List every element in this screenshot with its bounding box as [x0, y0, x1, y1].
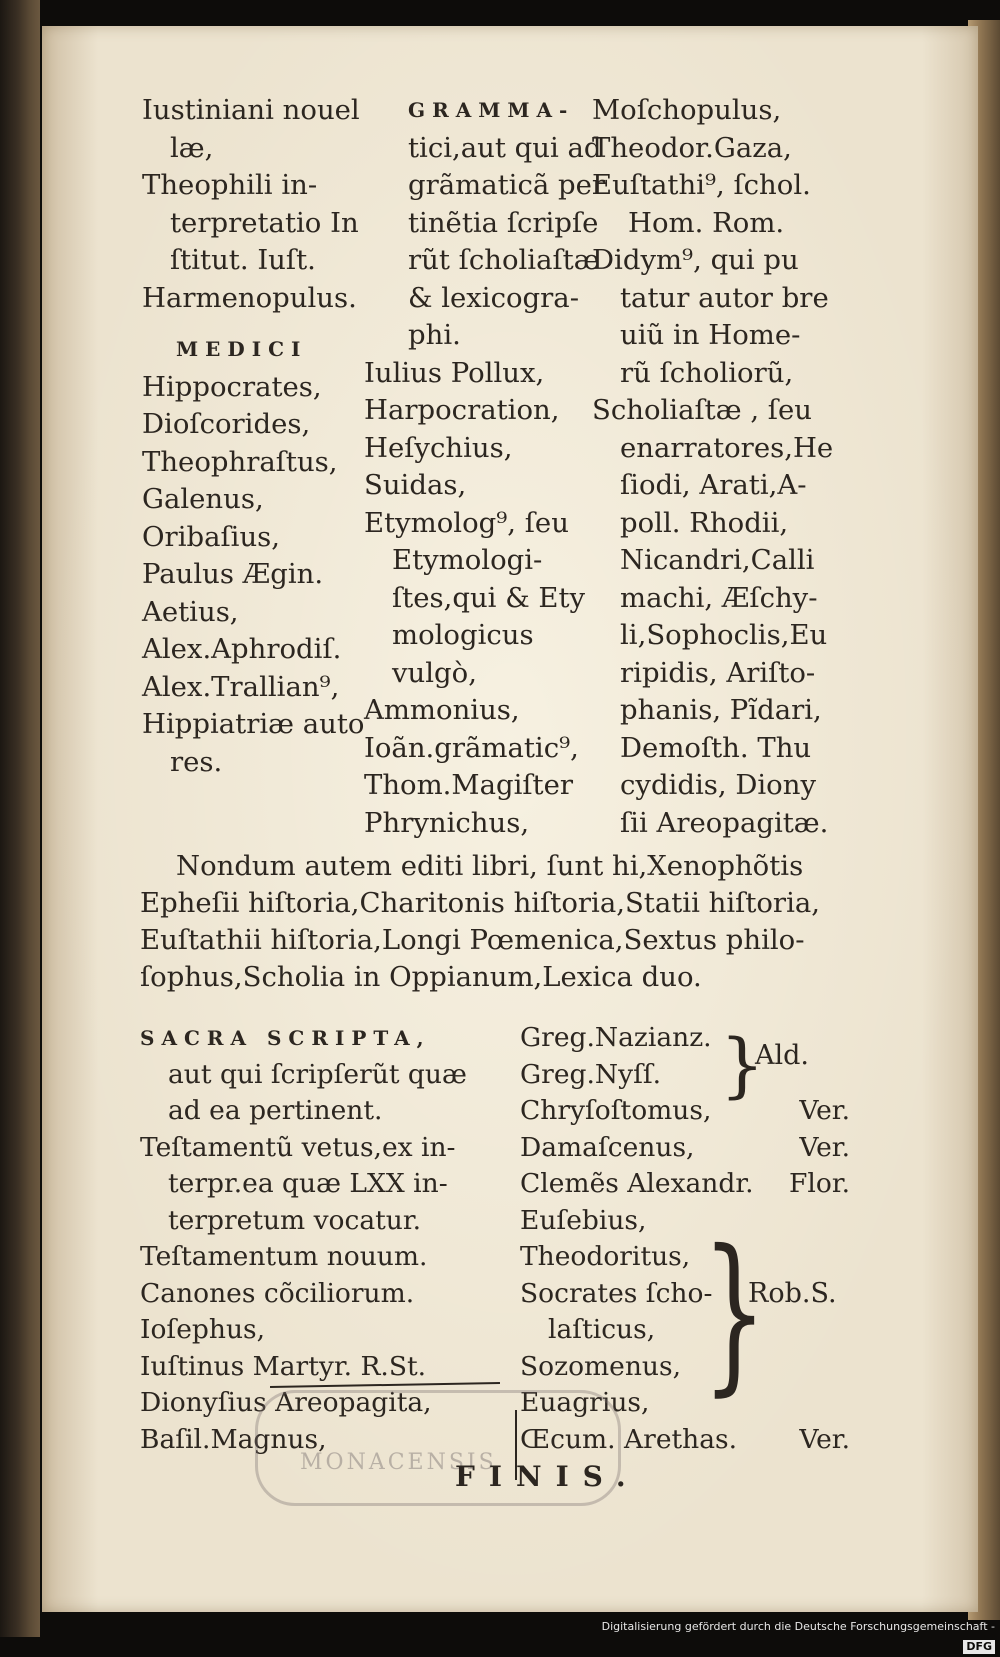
- brace-icon: }: [720, 1024, 765, 1106]
- author-name: Clemẽs Alexandr.: [520, 1168, 754, 1199]
- text-line: Teſtamentũ vetus,ex in-: [140, 1131, 456, 1163]
- column-grammatici: [364, 92, 606, 842]
- text-line: enarratores,He: [620, 431, 834, 464]
- text-line: ſtitut. Iuſt.: [170, 244, 316, 276]
- author-name: Euagrius,: [520, 1387, 650, 1418]
- section-heading-grammatici: GRAMMA-: [408, 98, 575, 122]
- text-line: Harmenopulus.: [142, 281, 357, 314]
- list-item: [520, 1349, 850, 1386]
- brace-icon: }: [702, 1214, 767, 1412]
- text-line: Heſychius,: [364, 431, 513, 464]
- list-item: [520, 1093, 850, 1130]
- text-line: Theophili in-: [142, 169, 318, 201]
- footer-text: Digitalisierung gefördert durch die Deutsche Forschungsgemeinschaft -: [601, 1620, 995, 1633]
- text-line: læ,: [170, 131, 214, 164]
- author-name: Theodoritus,: [520, 1241, 691, 1272]
- author-name: Damaſcenus,: [520, 1131, 695, 1163]
- list-item: [520, 1203, 850, 1240]
- text-line: terpretum vocatur.: [168, 1204, 422, 1236]
- edition-mark: Ver.: [799, 1131, 850, 1163]
- text-line: Harpocration,: [364, 394, 560, 426]
- text-line: Ioãn.grãmatic⁹,: [364, 731, 579, 764]
- text-line: ſophus,Scholia in Oppianum,Lexica duo.: [140, 961, 702, 993]
- text-line: ſii Areopagitæ.: [620, 806, 829, 839]
- text-line: terpretatio In: [170, 206, 359, 239]
- dfg-logo-badge: DFG: [963, 1640, 995, 1654]
- text-line: Etymologi-: [392, 544, 543, 576]
- text-line: mologicus: [392, 619, 534, 651]
- book-binding: [0, 0, 40, 1637]
- text-line: vulgò,: [392, 656, 477, 689]
- edition-mark: Flor.: [789, 1168, 850, 1199]
- text-line: Etymolog⁹, ſeu: [364, 506, 569, 539]
- text-line: Suidas,: [364, 469, 467, 501]
- text-line: Iulius Pollux,: [364, 356, 545, 389]
- text-line: Demoſth. Thu: [620, 731, 812, 764]
- text-line: res.: [170, 745, 223, 778]
- text-line: Thom.Magiſter: [364, 769, 574, 801]
- list-item: [520, 1130, 850, 1167]
- text-line: Moſchopulus,: [592, 94, 782, 126]
- text-line: Scholiaſtæ , ſeu: [592, 394, 812, 426]
- text-line: tatur autor bre: [620, 281, 829, 314]
- section-heading-medici: MEDICI: [176, 337, 308, 361]
- list-item: [520, 1166, 850, 1203]
- edition-mark: Ver.: [799, 1095, 850, 1126]
- text-line: grãmaticã per: [408, 169, 606, 201]
- text-line: machi, Æſchy-: [620, 581, 818, 614]
- author-name: Œcum. Arethas.: [520, 1423, 738, 1455]
- unpublished-books-paragraph: [140, 848, 840, 996]
- text-line: Canones cõciliorum.: [140, 1277, 415, 1309]
- text-line: Iustiniani nouel: [142, 94, 360, 126]
- aldine-label: Ald.: [755, 1040, 809, 1071]
- text-line: cydidis, Diony: [620, 769, 816, 801]
- column-scholiasts: [592, 92, 834, 842]
- text-line: ripidis, Ariſto-: [620, 656, 816, 689]
- text-line: Galenus,: [142, 483, 264, 515]
- text-line: Euſtathii hiſtoria,Longi Pœmenica,Sextus philo-: [140, 924, 805, 956]
- text-line: Aetius,: [142, 595, 239, 628]
- text-line: Oribaſius,: [142, 520, 281, 553]
- text-line: poll. Rhodii,: [620, 506, 789, 539]
- text-line: Nicandri,Calli: [620, 544, 815, 576]
- text-line: tici,aut qui ad: [408, 131, 602, 164]
- text-line: Alex.Trallian⁹,: [142, 670, 340, 703]
- text-line: uiũ in Home-: [620, 319, 801, 351]
- text-line: Theophraſtus,: [142, 445, 338, 478]
- text-line: Epheſii hiſtoria,Charitonis hiſtoria,Statii hiſtoria,: [140, 887, 821, 919]
- finis-colophon: FINIS.: [455, 1460, 640, 1493]
- text-line: Hippiatriæ auto: [142, 708, 365, 740]
- text-line: Ammonius,: [364, 694, 520, 726]
- text-line: Dionyſius Areopagita,: [140, 1387, 432, 1418]
- text-line: Theodor.Gaza,: [592, 131, 792, 164]
- author-name: Euſebius,: [520, 1204, 647, 1236]
- text-line: phanis, Pĩdari,: [620, 694, 822, 726]
- text-line: ſtes,qui & Ety: [392, 581, 586, 614]
- text-line: phi.: [408, 319, 461, 351]
- text-line: aut qui ſcripſerũt quæ: [168, 1058, 467, 1090]
- author-name: laſticus,: [548, 1314, 656, 1345]
- text-line: Nondum autem editi libri, ſunt hi,Xenophõtis: [176, 850, 804, 882]
- list-item: [520, 1239, 850, 1276]
- text-line: Hippocrates,: [142, 370, 322, 403]
- text-line: Ioſephus,: [140, 1314, 266, 1345]
- column-law-medici: [142, 92, 374, 781]
- text-line: & lexicogra-: [408, 281, 579, 314]
- text-line: Euſtathi⁹, ſchol.: [592, 169, 811, 201]
- text-line: ad ea pertinent.: [168, 1095, 383, 1126]
- library-stamp-text: MONACENSIS: [300, 1450, 497, 1475]
- text-line: Didym⁹, qui pu: [592, 244, 799, 276]
- digitization-footer: [600, 1617, 995, 1653]
- edition-mark: Ver.: [799, 1423, 850, 1455]
- section-heading-sacra-scripta: SACRA SCRIPTA,: [140, 1026, 431, 1050]
- text-line: Paulus Ægin.: [142, 558, 324, 590]
- text-line: rũt ſcholiaſtæ: [408, 244, 600, 276]
- text-line: terpr.ea quæ LXX in-: [168, 1168, 448, 1199]
- text-line: Baſil.Magnus,: [140, 1423, 327, 1455]
- text-line: Iuſtinus Martyr. R.St.: [140, 1350, 427, 1382]
- text-line: ſiodi, Arati,A-: [620, 469, 807, 501]
- stephanus-label: Rob.S.: [748, 1278, 837, 1309]
- text-line: Alex.Aphrodiſ.: [142, 633, 342, 665]
- author-name: Socrates ſcho-: [520, 1277, 713, 1309]
- text-line: rũ ſcholiorũ,: [620, 356, 794, 389]
- text-line: Phrynichus,: [364, 806, 530, 839]
- text-line: Teſtamentum nouum.: [140, 1241, 428, 1272]
- author-name: Chryſoſtomus,: [520, 1095, 712, 1126]
- author-name: Sozomenus,: [520, 1350, 681, 1382]
- text-line: li,Sophoclis,Eu: [620, 619, 828, 651]
- text-line: Hom. Rom.: [628, 206, 785, 239]
- list-item: [520, 1312, 850, 1349]
- author-name: Greg.Nyſſ.: [520, 1058, 662, 1090]
- text-line: tinẽtia ſcripſe: [408, 206, 599, 239]
- author-name: Greg.Nazianz.: [520, 1022, 712, 1053]
- text-line: Dioſcorides,: [142, 408, 311, 440]
